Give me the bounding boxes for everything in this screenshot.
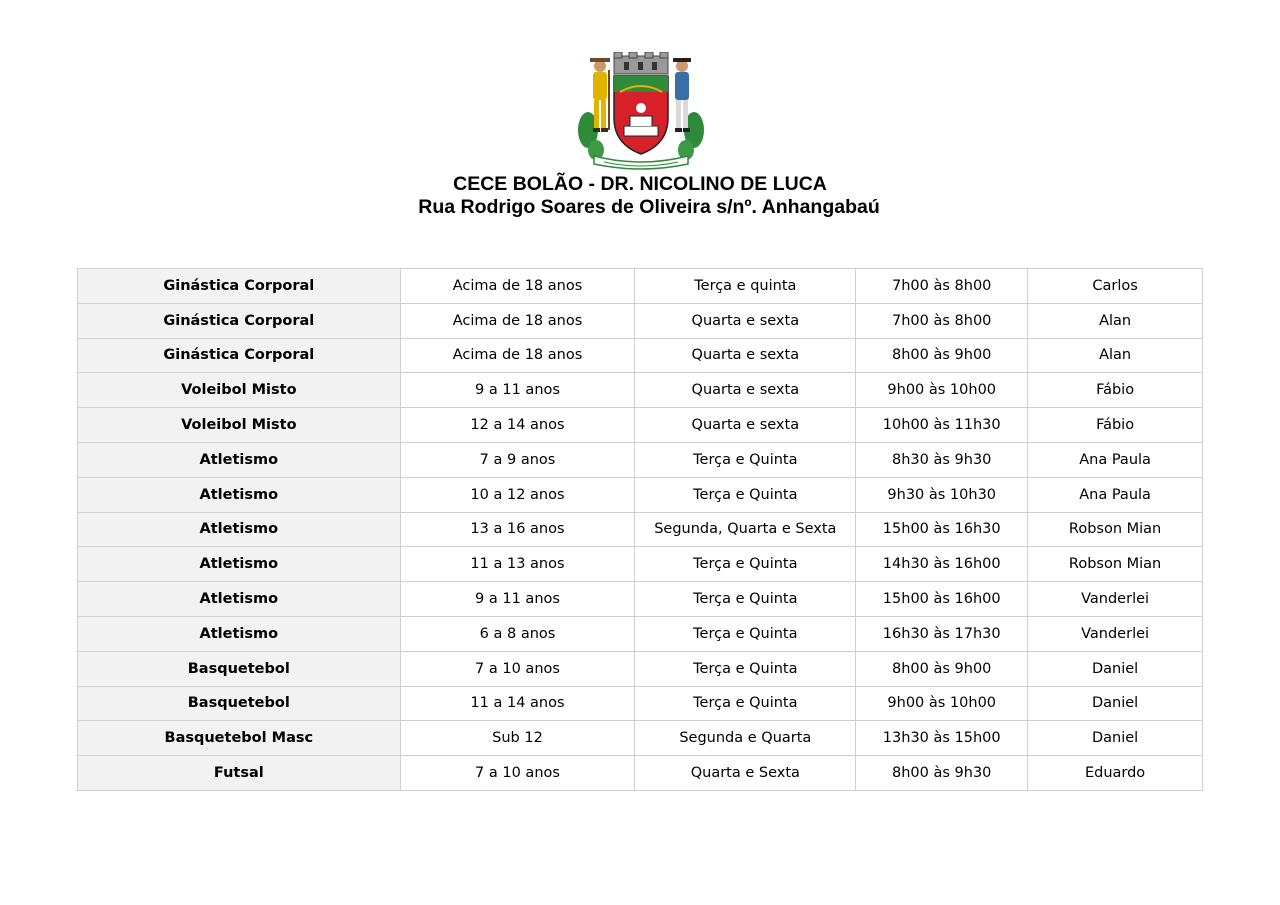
table-row <box>78 303 1203 338</box>
instructor-cell: Daniel <box>1028 651 1203 686</box>
age-range-cell: 12 a 14 anos <box>400 408 635 443</box>
instructor-cell: Ana Paula <box>1028 477 1203 512</box>
table-row <box>78 547 1203 582</box>
table-row <box>78 582 1203 617</box>
age-range-cell: 11 a 14 anos <box>400 686 635 721</box>
table-row <box>78 338 1203 373</box>
activity-cell: Atletismo <box>78 547 401 582</box>
activity-cell: Atletismo <box>78 616 401 651</box>
table-row <box>78 477 1203 512</box>
time-cell: 9h30 às 10h30 <box>856 477 1028 512</box>
activity-cell: Basquetebol <box>78 686 401 721</box>
activity-cell: Atletismo <box>78 512 401 547</box>
instructor-cell: Alan <box>1028 303 1203 338</box>
time-cell: 16h30 às 17h30 <box>856 616 1028 651</box>
activity-cell: Ginástica Corporal <box>78 303 401 338</box>
coat-of-arms-icon <box>574 52 708 172</box>
activity-cell: Basquetebol <box>78 651 401 686</box>
table-row <box>78 269 1203 304</box>
table-row <box>78 686 1203 721</box>
activity-cell: Ginástica Corporal <box>78 269 401 304</box>
activity-cell: Basquetebol Masc <box>78 721 401 756</box>
time-cell: 7h00 às 8h00 <box>856 303 1028 338</box>
days-cell: Terça e Quinta <box>635 686 856 721</box>
instructor-cell: Alan <box>1028 338 1203 373</box>
age-range-cell: Acima de 18 anos <box>400 269 635 304</box>
days-cell: Quarta e sexta <box>635 408 856 443</box>
age-range-cell: Sub 12 <box>400 721 635 756</box>
days-cell: Terça e Quinta <box>635 477 856 512</box>
table-row <box>78 512 1203 547</box>
age-range-cell: Acima de 18 anos <box>400 303 635 338</box>
time-cell: 15h00 às 16h30 <box>856 512 1028 547</box>
days-cell: Segunda, Quarta e Sexta <box>635 512 856 547</box>
instructor-cell: Carlos <box>1028 269 1203 304</box>
time-cell: 7h00 às 8h00 <box>856 269 1028 304</box>
age-range-cell: 9 a 11 anos <box>400 582 635 617</box>
days-cell: Terça e Quinta <box>635 616 856 651</box>
table-row <box>78 651 1203 686</box>
time-cell: 10h00 às 11h30 <box>856 408 1028 443</box>
days-cell: Terça e Quinta <box>635 547 856 582</box>
address-line: Rua Rodrigo Soares de Oliveira s/nº. Anhangabaú <box>418 196 880 218</box>
days-cell: Terça e Quinta <box>635 651 856 686</box>
schedule-table-body <box>78 269 1203 791</box>
table-row <box>78 721 1203 756</box>
age-range-cell: Acima de 18 anos <box>400 338 635 373</box>
instructor-cell: Vanderlei <box>1028 616 1203 651</box>
table-row <box>78 373 1203 408</box>
activity-cell: Voleibol Misto <box>78 373 401 408</box>
time-cell: 8h00 às 9h30 <box>856 756 1028 791</box>
schedule-table <box>77 268 1203 791</box>
activity-cell: Atletismo <box>78 582 401 617</box>
instructor-cell: Daniel <box>1028 686 1203 721</box>
page-header <box>0 173 1280 219</box>
age-range-cell: 9 a 11 anos <box>400 373 635 408</box>
instructor-cell: Fábio <box>1028 373 1203 408</box>
age-range-cell: 6 a 8 anos <box>400 616 635 651</box>
instructor-cell: Robson Mian <box>1028 547 1203 582</box>
time-cell: 15h00 às 16h00 <box>856 582 1028 617</box>
time-cell: 9h00 às 10h00 <box>856 373 1028 408</box>
time-cell: 14h30 às 16h00 <box>856 547 1028 582</box>
days-cell: Terça e Quinta <box>635 442 856 477</box>
instructor-cell: Fábio <box>1028 408 1203 443</box>
table-row <box>78 616 1203 651</box>
days-cell: Terça e Quinta <box>635 582 856 617</box>
age-range-cell: 11 a 13 anos <box>400 547 635 582</box>
activity-cell: Atletismo <box>78 477 401 512</box>
activity-cell: Ginástica Corporal <box>78 338 401 373</box>
age-range-cell: 7 a 10 anos <box>400 756 635 791</box>
table-row <box>78 442 1203 477</box>
instructor-cell: Ana Paula <box>1028 442 1203 477</box>
age-range-cell: 7 a 9 anos <box>400 442 635 477</box>
days-cell: Quarta e sexta <box>635 338 856 373</box>
days-cell: Terça e quinta <box>635 269 856 304</box>
instructor-cell: Eduardo <box>1028 756 1203 791</box>
days-cell: Quarta e Sexta <box>635 756 856 791</box>
table-row <box>78 408 1203 443</box>
activity-cell: Atletismo <box>78 442 401 477</box>
age-range-cell: 10 a 12 anos <box>400 477 635 512</box>
page-title: CECE BOLÃO - DR. NICOLINO DE LUCA <box>453 173 827 195</box>
time-cell: 8h30 às 9h30 <box>856 442 1028 477</box>
instructor-cell: Daniel <box>1028 721 1203 756</box>
days-cell: Quarta e sexta <box>635 373 856 408</box>
activity-cell: Futsal <box>78 756 401 791</box>
activity-cell: Voleibol Misto <box>78 408 401 443</box>
time-cell: 8h00 às 9h00 <box>856 651 1028 686</box>
days-cell: Segunda e Quarta <box>635 721 856 756</box>
instructor-cell: Robson Mian <box>1028 512 1203 547</box>
age-range-cell: 7 a 10 anos <box>400 651 635 686</box>
days-cell: Quarta e sexta <box>635 303 856 338</box>
time-cell: 13h30 às 15h00 <box>856 721 1028 756</box>
time-cell: 8h00 às 9h00 <box>856 338 1028 373</box>
instructor-cell: Vanderlei <box>1028 582 1203 617</box>
age-range-cell: 13 a 16 anos <box>400 512 635 547</box>
table-row <box>78 756 1203 791</box>
time-cell: 9h00 às 10h00 <box>856 686 1028 721</box>
